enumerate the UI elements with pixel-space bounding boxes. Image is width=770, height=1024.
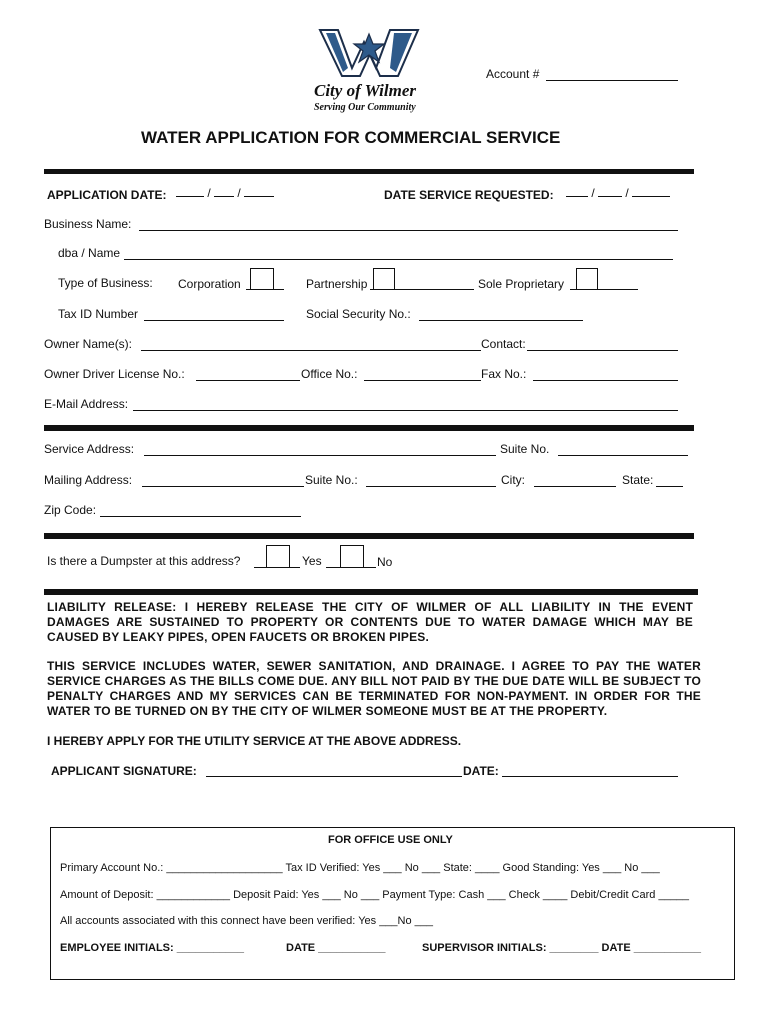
email-field[interactable]: [133, 410, 678, 411]
signature-date-field[interactable]: [502, 776, 678, 777]
driver-license-label: Owner Driver License No.:: [44, 367, 185, 381]
sole-proprietary-checkbox[interactable]: [576, 268, 598, 290]
logo-city-name: City of Wilmer: [314, 81, 416, 100]
city-field[interactable]: [534, 486, 616, 487]
partnership-line: [370, 289, 474, 290]
signature-field[interactable]: [206, 776, 462, 777]
signature-label: APPLICANT SIGNATURE:: [51, 764, 197, 778]
city-label: City:: [501, 473, 525, 487]
partnership-label: Partnership: [306, 277, 368, 291]
mailing-suite-field[interactable]: [366, 486, 496, 487]
office-line-verified: All accounts associated with this connect have been verified: Yes ___No ___: [60, 915, 434, 927]
state-label: State:: [622, 473, 654, 487]
contact-field[interactable]: [527, 350, 678, 351]
office-use-box: [50, 827, 735, 980]
corporation-checkbox[interactable]: [250, 268, 274, 290]
application-date-label: APPLICATION DATE:: [47, 188, 167, 202]
account-number-field[interactable]: [546, 80, 678, 81]
business-name-label: Business Name:: [44, 217, 132, 231]
service-terms-text: THIS SERVICE INCLUDES WATER, SEWER SANITATION, AND DRAINAGE. I AGREE TO PAY THE WATER SERVICE CHARGES AS THE BILLS COME DUE. ANY BILL NOT PAID BY THE DUE DATE WILL BE SUBJECT TO PENALTY CHARGES AND MY SERVICES CAN BE TERMINATED FOR NON-PAYMENT. IN ORDER FOR THE WATER TO BE TURNED ON BY THE CITY OF WILMER SOMEONE MUST BE AT THE PROPERTY.: [47, 659, 701, 718]
dumpster-no-label: No: [377, 555, 393, 569]
city-logo: [318, 28, 422, 78]
partnership-checkbox[interactable]: [373, 268, 395, 290]
account-label: Account #: [486, 67, 540, 81]
tax-id-field[interactable]: [144, 320, 284, 321]
service-address-label: Service Address:: [44, 442, 135, 456]
section-divider: [44, 533, 694, 539]
fax-label: Fax No.:: [481, 367, 527, 381]
suite-field[interactable]: [558, 455, 688, 456]
application-date-field[interactable]: / /: [176, 186, 274, 200]
tax-id-label: Tax ID Number: [58, 307, 139, 321]
ssn-label: Social Security No.:: [306, 307, 411, 321]
contact-label: Contact:: [481, 337, 526, 351]
wilmer-w-star-icon: [318, 28, 422, 78]
sole-proprietary-label: Sole Proprietary: [478, 277, 565, 291]
dumpster-yes-label: Yes: [302, 554, 322, 568]
signature-date-label: DATE:: [463, 764, 499, 778]
page-title: WATER APPLICATION FOR COMMERCIAL SERVICE: [141, 128, 561, 147]
dumpster-question: Is there a Dumpster at this address?: [47, 554, 241, 568]
email-label: E-Mail Address:: [44, 397, 129, 411]
office-date: DATE ___________: [286, 942, 386, 954]
mailing-address-field[interactable]: [142, 486, 304, 487]
dba-name-field[interactable]: [124, 259, 673, 260]
state-field[interactable]: [656, 486, 683, 487]
office-line-deposit: Amount of Deposit: ____________ Deposit Paid: Yes ___ No ___ Payment Type: Cash ___ Check ____ Debit/Credit Card _____: [60, 889, 690, 901]
fax-field[interactable]: [533, 380, 678, 381]
section-divider: [44, 425, 694, 431]
zip-field[interactable]: [100, 516, 301, 517]
sole-proprietary-line: [570, 289, 638, 290]
service-address-field[interactable]: [144, 455, 496, 456]
ssn-field[interactable]: [419, 320, 583, 321]
mailing-address-label: Mailing Address:: [44, 473, 133, 487]
suite-label: Suite No.: [500, 442, 550, 456]
office-line-account: Primary Account No.: ___________________ Tax ID Verified: Yes ___ No ___ State: ____ Good Standing: Yes ___ No ___: [60, 862, 660, 874]
section-divider: [44, 169, 694, 174]
dba-label: dba / Name: [58, 246, 121, 260]
owner-names-label: Owner Name(s):: [44, 337, 133, 351]
date-service-requested-field[interactable]: / /: [566, 186, 670, 200]
office-no-field[interactable]: [364, 380, 481, 381]
corporation-line: [246, 289, 284, 290]
corporation-label: Corporation: [178, 277, 241, 291]
supervisor-initials: SUPERVISOR INITIALS: ________ DATE ___________: [422, 942, 702, 954]
liability-release-text: LIABILITY RELEASE: I HEREBY RELEASE THE CITY OF WILMER OF ALL LIABILITY IN THE EVENT DAMAGES ARE SUSTAINED TO PROPERTY OR CONTENTS DUE TO WATER DAMAGE WHICH MAY BE CAUSED BY LEAKY PIPES, OPEN FAUCETS OR BROKEN PIPES.: [47, 600, 693, 644]
date-service-requested-label: DATE SERVICE REQUESTED:: [384, 188, 554, 202]
section-divider: [44, 589, 698, 595]
driver-license-field[interactable]: [196, 380, 300, 381]
business-name-field[interactable]: [139, 230, 678, 231]
type-of-business-label: Type of Business:: [58, 276, 153, 290]
employee-initials: EMPLOYEE INITIALS: ___________: [60, 942, 245, 954]
apply-statement: I HEREBY APPLY FOR THE UTILITY SERVICE AT THE ABOVE ADDRESS.: [47, 734, 462, 748]
dumpster-yes-checkbox[interactable]: [266, 545, 290, 568]
zip-label: Zip Code:: [44, 503, 97, 517]
dumpster-no-checkbox[interactable]: [340, 545, 364, 568]
mailing-suite-label: Suite No.:: [305, 473, 358, 487]
owner-names-field[interactable]: [141, 350, 481, 351]
office-no-label: Office No.:: [301, 367, 358, 381]
logo-tagline: Serving Our Community: [314, 102, 416, 113]
office-use-title: FOR OFFICE USE ONLY: [328, 834, 453, 846]
